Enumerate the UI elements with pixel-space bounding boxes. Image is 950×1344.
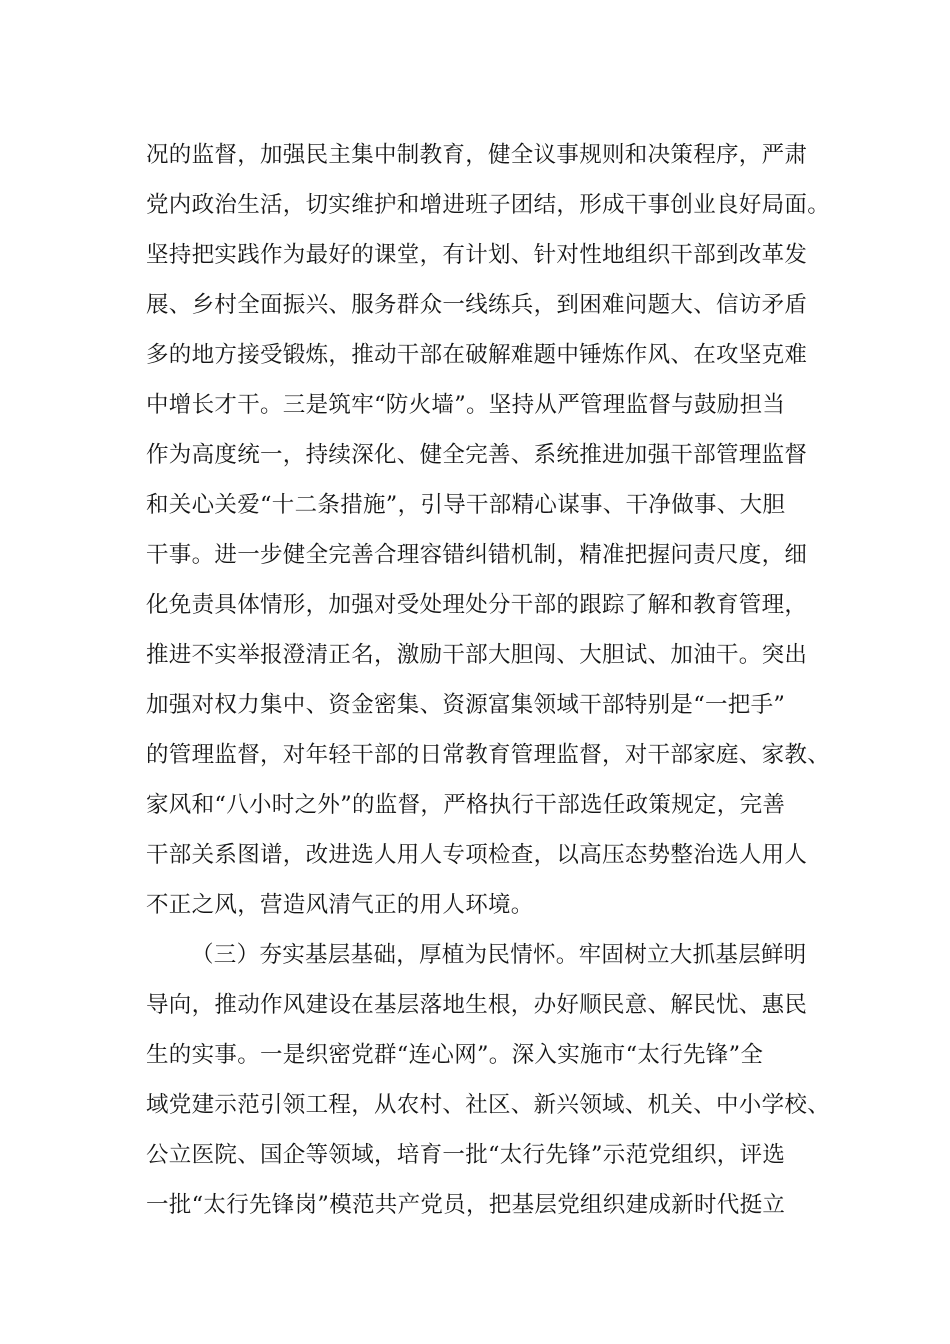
text-line: 干事。进一步健全完善合理容错纠错机制，精准把握问责尺度，细 [146,542,808,568]
text-line: 公立医院、国企等领域，培育一批“太行先锋”示范党组织，评选 [146,1142,786,1168]
section-heading-line: （三）夯实基层基础，厚植为民情怀。牢固树立大抓基层鲜明 [191,942,807,968]
text-line: 域党建示范引领工程，从农村、社区、新兴领域、机关、中小学校、 [146,1092,831,1118]
text-line: 加强对权力集中、资金密集、资源富集领域干部特别是“一把手” [146,692,786,718]
text-line: 党内政治生活，切实维护和增进班子团结，形成干事创业良好局面。 [146,192,831,218]
text-line: 家风和“八小时之外”的监督，严格执行干部选任政策规定，完善 [146,792,786,818]
text-line: 生的实事。一是织密党群“连心网”。深入实施市“太行先锋”全 [146,1042,764,1068]
text-line: 干部关系图谱，改进选人用人专项检查，以高压态势整治选人用人 [146,842,808,868]
text-line: 不正之风，营造风清气正的用人环境。 [146,892,534,918]
text-line: 况的监督，加强民主集中制教育，健全议事规则和决策程序，严肃 [146,142,808,168]
text-line: 中增长才干。三是筑牢“防火墙”。坚持从严管理监督与鼓励担当 [146,392,786,418]
text-line: 和关心关爱“十二条措施”，引导干部精心谋事、干净做事、大胆 [146,492,786,518]
text-line: 导向，推动作风建设在基层落地生根，办好顺民意、解民忧、惠民 [146,992,808,1018]
text-line: 一批“太行先锋岗”模范共产党员，把基层党组织建成新时代挺立 [146,1192,786,1218]
text-line: 坚持把实践作为最好的课堂，有计划、针对性地组织干部到改革发 [146,242,808,268]
text-line: 的管理监督，对年轻干部的日常教育管理监督，对干部家庭、家教、 [146,742,831,768]
text-line: 展、乡村全面振兴、服务群众一线练兵，到困难问题大、信访矛盾 [146,292,808,318]
text-line: 推进不实举报澄清正名，激励干部大胆闯、大胆试、加油干。突出 [146,642,808,668]
text-line: 化免责具体情形，加强对受处理处分干部的跟踪了解和教育管理， [146,592,808,618]
text-line: 多的地方接受锻炼，推动干部在破解难题中锤炼作风、在攻坚克难 [146,342,808,368]
text-line: 作为高度统一，持续深化、健全完善、系统推进加强干部管理监督 [146,442,808,468]
